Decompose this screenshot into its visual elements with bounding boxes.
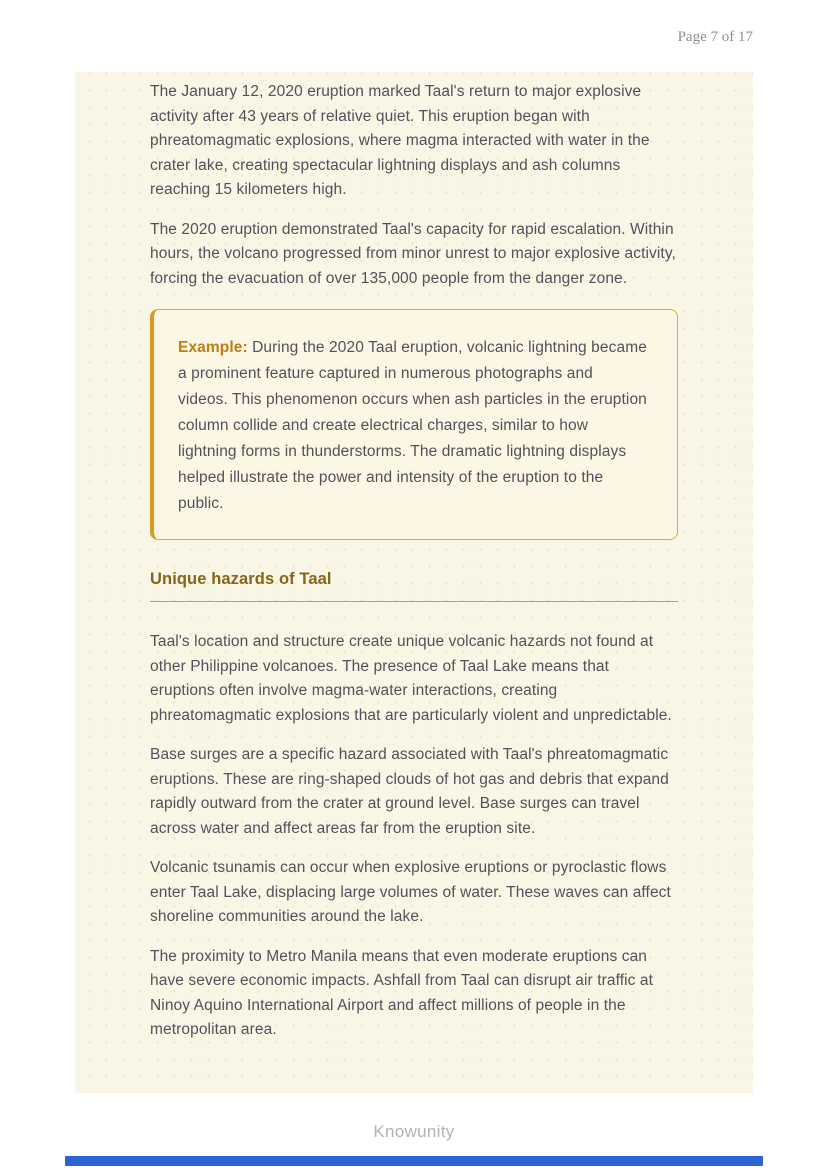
section-heading-unique-hazards: Unique hazards of Taal <box>150 570 332 588</box>
paragraph-base-surges: Base surges are a specific hazard associated with Taal's phreatomagmatic eruptions. These are ring-shaped clouds of hot gas and debris that expand rapidly outward from the crater at ground level. Base surges can travel across water and affect areas far from the eruption site. <box>150 746 669 837</box>
example-callout-box <box>150 309 678 540</box>
paragraph-location-structure: Taal's location and structure create unique volcanic hazards not found at other Philippine volcanoes. The presence of Taal Lake means that eruptions often involve magma-water interactions, creating phreatomagmatic explosions that are particularly violent and unpredictable. <box>150 633 672 724</box>
paragraph-metro-manila: The proximity to Metro Manila means that even moderate eruptions can have severe economic impacts. Ashfall from Taal can disrupt air traffic at Ninoy Aquino International Airport and affect millions of people in the metropolitan area. <box>150 947 654 1038</box>
download-progress-bar <box>65 1156 763 1166</box>
example-paragraph <box>178 335 647 517</box>
page-indicator: Page 7 of 17 <box>677 29 753 45</box>
document-sheet <box>75 72 753 1093</box>
paragraph-volcanic-tsunamis: Volcanic tsunamis can occur when explosive eruptions or pyroclastic flows enter Taal Lake, displacing large volumes of water. These waves can affect shoreline communities around the lake. <box>150 859 671 925</box>
example-label: Example: <box>178 339 248 356</box>
heading-rule-divider <box>150 601 678 602</box>
paragraph-rapid-escalation: The 2020 eruption demonstrated Taal's capacity for rapid escalation. Within hours, the volcano progressed from minor unrest to major explosive activity, forcing the evacuation of over 135,000 people from the danger zone. <box>150 220 676 287</box>
brand-footer: Knowunity <box>373 1122 455 1141</box>
example-text: During the 2020 Taal eruption, volcanic lightning became a prominent feature captured in numerous photographs and videos. This phenomenon occurs when ash particles in the eruption column collide and create electrical charges, similar to how lightning forms in thunderstorms. The dramatic lightning displays helped illustrate the power and intensity of the eruption to the public. <box>178 339 647 512</box>
paragraph-eruption-january: The January 12, 2020 eruption marked Taal's return to major explosive activity after 43 years of relative quiet. This eruption began with phreatomagmatic explosions, where magma interacted with water in the crater lake, creating spectacular lightning displays and ash columns reaching 15 kilometers high. <box>150 83 650 198</box>
